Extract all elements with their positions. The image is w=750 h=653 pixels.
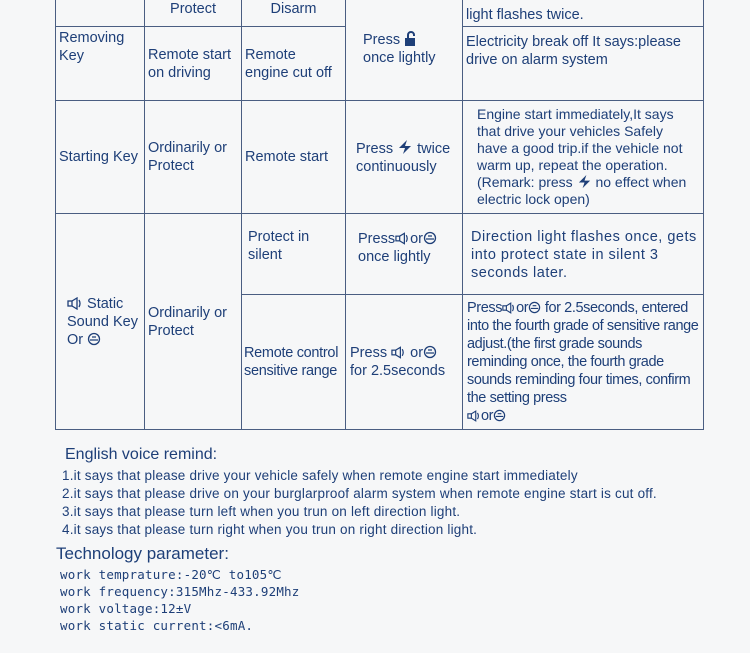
operation-cell — [346, 0, 463, 101]
key-name-text: Static Sound Key Or — [67, 295, 138, 348]
unlock-icon — [404, 31, 418, 46]
operation-cell — [346, 101, 463, 214]
horn-icon — [528, 301, 541, 314]
parameter-line: work voltage:12±V — [60, 601, 192, 616]
result-text: Engine start immediately,It says that drive your vehicles Safely have a good trip.if the vehicle not warm up, repeat the operation.(Remark: press — [477, 106, 683, 190]
voice-remind-title: English voice remind: — [65, 446, 218, 463]
operation-text: twice continuously — [356, 140, 451, 175]
result-text: Press — [467, 300, 503, 316]
technology-parameter-section — [56, 544, 300, 634]
mode-cell: Remote start on driving — [145, 27, 242, 101]
function-cell: Remote control sensitive range — [242, 295, 346, 430]
mode-cell: Protect — [145, 0, 242, 27]
key-cell — [56, 0, 145, 27]
operation-text: or — [410, 345, 424, 361]
voice-remind-line: 3.it says that please turn left when you trun on left direction light. — [62, 504, 461, 519]
operation-cell — [346, 214, 463, 295]
operation-text: once lightly — [363, 50, 436, 66]
parameter-line: work static current:<6mA. — [60, 618, 254, 633]
operation-text: Press — [356, 140, 394, 157]
operation-text: Press — [363, 32, 401, 48]
operation-text: Press — [350, 345, 388, 361]
speaker-icon — [67, 297, 83, 310]
operation-text: for 2.5seconds — [350, 363, 446, 379]
key-name — [56, 214, 145, 430]
speaker-icon — [502, 302, 516, 314]
result-cell: Direction light flashes once, gets into protect state in silent 3 seconds later. — [463, 214, 704, 295]
operation-text: Press — [358, 231, 396, 247]
mode-cell: Ordinarily or Protect — [145, 101, 242, 214]
horn-icon — [493, 409, 506, 422]
function-table — [55, 0, 704, 430]
result-cell — [463, 295, 704, 430]
horn-icon — [423, 231, 437, 245]
result-text: no effect when electric lock open) — [477, 174, 687, 207]
voice-remind-section — [62, 446, 657, 539]
operation-text: or — [410, 231, 423, 247]
technology-parameter-title: Technology parameter: — [56, 544, 229, 563]
operation-cell — [346, 295, 463, 430]
function-cell: Protect in silent — [242, 214, 346, 295]
parameter-line: work temprature:-20℃ to105℃ — [60, 567, 282, 582]
table-row — [56, 101, 704, 214]
key-name: Starting Key — [56, 101, 145, 214]
function-cell: Disarm — [242, 0, 346, 27]
result-text: or — [516, 300, 529, 316]
speaker-icon — [467, 410, 481, 422]
horn-icon — [423, 345, 437, 359]
speaker-icon — [391, 346, 406, 359]
speaker-icon — [395, 232, 410, 245]
result-cell: Electricity break off It says:please drive on alarm system — [463, 27, 704, 101]
result-text: for 2.5seconds, entered into the fourth grade of sensitive range adjust.(the first grade sounds reminding once, the fourth grade sounds reminding four times, confirm the setting press — [467, 300, 699, 406]
lightning-icon — [577, 174, 592, 189]
voice-remind-line: 1.it says that please drive your vehicle safely when remote engine start immediately — [62, 468, 578, 483]
operation-text: once lightly — [358, 249, 431, 265]
function-cell: Remote start — [242, 101, 346, 214]
voice-remind-line: 2.it says that please drive on your burglarproof alarm system when remote engine start is cut off. — [62, 486, 657, 501]
result-cell — [463, 101, 704, 214]
table-row — [56, 0, 704, 27]
result-text: or — [481, 408, 494, 424]
key-name: Removing Key — [56, 27, 145, 101]
horn-icon — [87, 332, 101, 346]
table-row — [56, 214, 704, 295]
parameter-line: work frequency:315Mhz-433.92Mhz — [60, 584, 300, 599]
result-cell: light flashes twice. — [463, 0, 704, 27]
voice-remind-line: 4.it says that please turn right when you trun on right direction light. — [62, 522, 478, 537]
mode-cell: Ordinarily or Protect — [145, 214, 242, 430]
function-cell: Remote engine cut off — [242, 27, 346, 101]
lightning-icon — [397, 139, 413, 155]
